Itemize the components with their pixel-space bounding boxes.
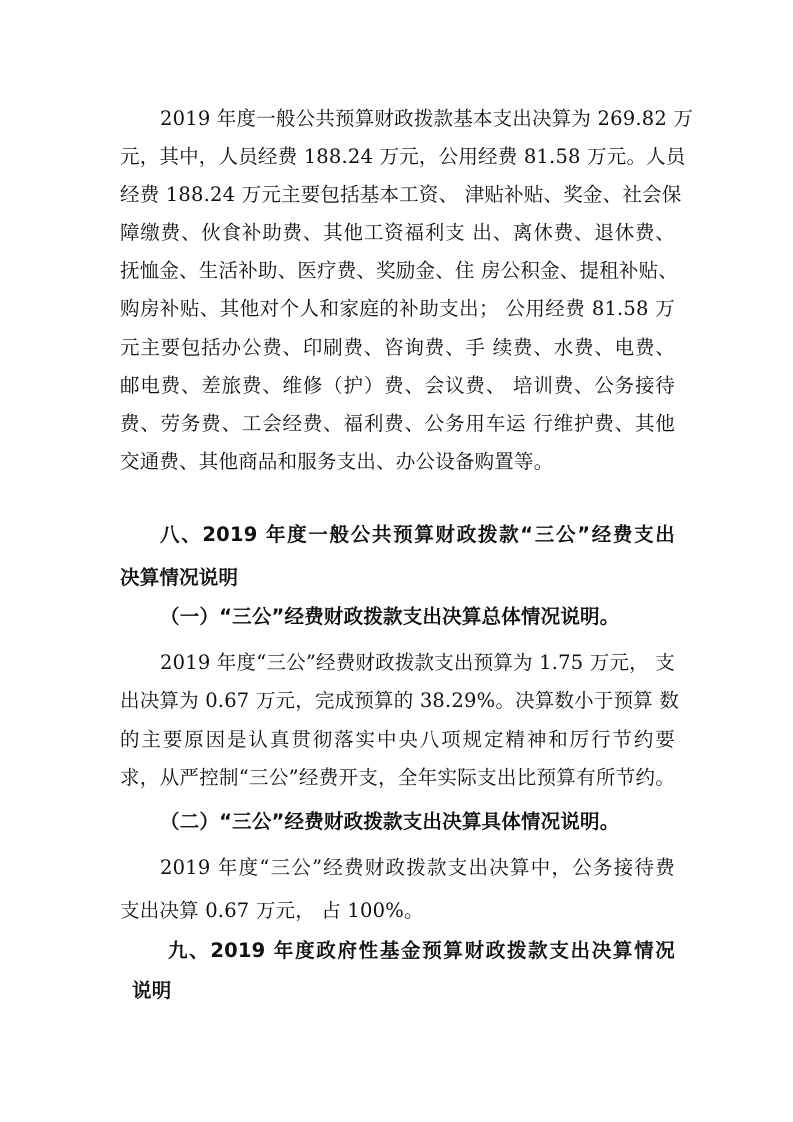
section-heading-continued: 说明 (132, 979, 172, 1002)
paragraph-line: 元主要包括办公费、印刷费、咨询费、手 续费、水费、电费、 (120, 336, 675, 359)
paragraph-line: 出决算为 0.67 万元，完成预算的 38.29%。决算数小于预算 数 (120, 689, 680, 712)
section-heading: 九、2019 年度政府性基金预算财政拨款支出决算情况 (168, 939, 675, 962)
paragraph-line: 费、劳务费、工会经费、福利费、公务用车运 行维护费、其他 (120, 412, 675, 435)
paragraph-line: 抚恤金、生活补助、医疗费、奖励金、住 房公积金、提租补贴、 (120, 259, 678, 282)
paragraph-line: 购房补贴、其他对个人和家庭的补助支出； 公用经费 81.58 万 (120, 297, 675, 320)
paragraph-line: 2019 年度一般公共预算财政拨款基本支出决算为 269.82 万 (160, 107, 694, 130)
subsection-heading: （二）“三公”经费财政拨款支出决算具体情况说明。 (160, 810, 620, 833)
paragraph-line: 障缴费、伙食补助费、其他工资福利支 出、离休费、退休费、 (120, 221, 675, 244)
section-heading: 八、2019 年度一般公共预算财政拨款“三公”经费支出 (160, 523, 675, 546)
paragraph-line: 邮电费、差旅费、维修（护）费、会议费、 培训费、公务接待 (120, 374, 675, 397)
paragraph-line: 2019 年度“三公”经费财政拨款支出决算中，公务接待费 (160, 856, 675, 879)
paragraph-line: 支出决算 0.67 万元， 占 100%。 (120, 899, 424, 922)
subsection-heading: （一）“三公”经费财政拨款支出决算总体情况说明。 (160, 605, 620, 628)
paragraph-line: 经费 188.24 万元主要包括基本工资、 津贴补贴、奖金、社会保 (120, 183, 682, 206)
paragraph-line: 的主要原因是认真贯彻落实中央八项规定精神和厉行节约要 (120, 728, 675, 751)
paragraph-line: 求，从严控制“三公”经费开支，全年实际支出比预算有所节约。 (120, 766, 675, 789)
paragraph-line: 2019 年度“三公”经费财政拨款支出预算为 1.75 万元， 支 (160, 651, 675, 674)
paragraph-line: 交通费、其他商品和服务支出、办公设备购置等。 (120, 450, 554, 473)
section-heading-continued: 决算情况说明 (120, 566, 239, 589)
paragraph-line: 元，其中，人员经费 188.24 万元，公用经费 81.58 万元。人员 (120, 145, 686, 168)
